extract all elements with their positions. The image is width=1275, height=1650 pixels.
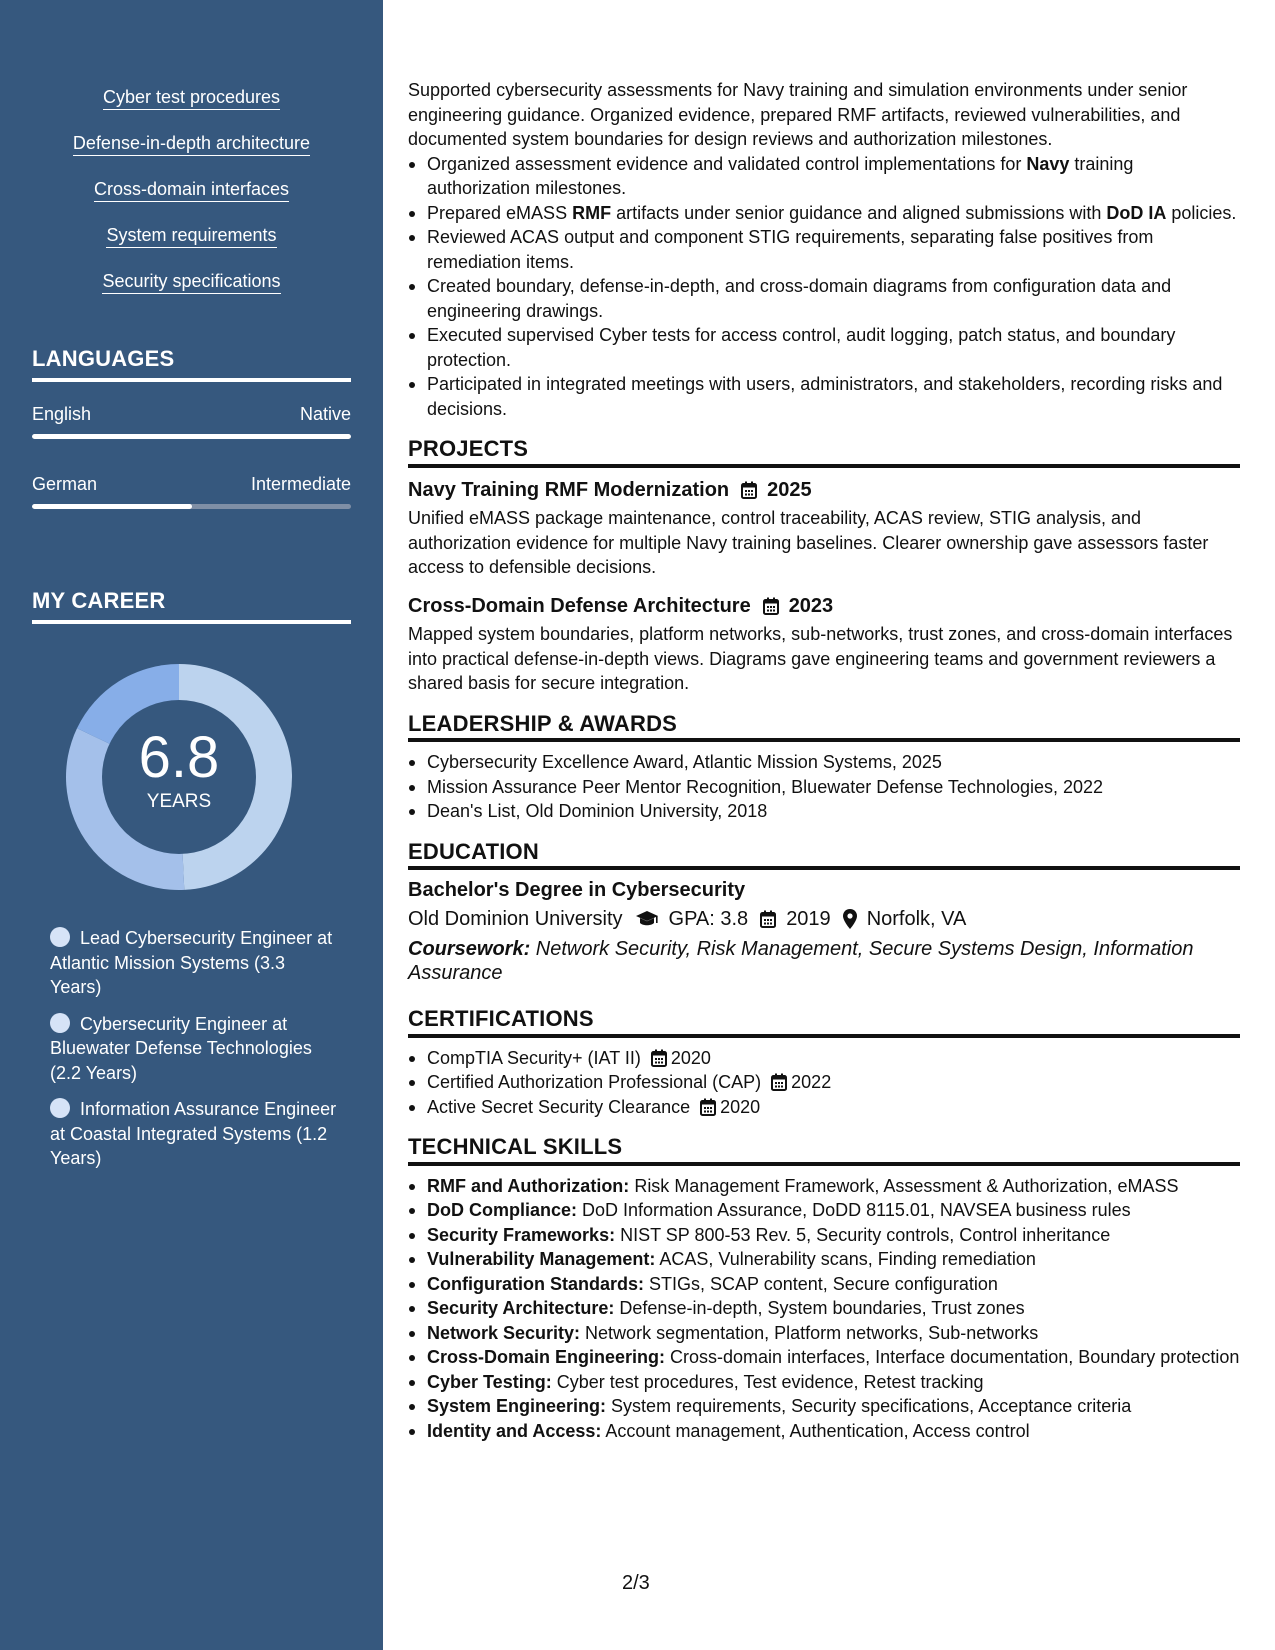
skill-item: System Engineering: System requirements, Security specifications, Acceptance criteria bbox=[408, 1394, 1240, 1419]
calendar-icon bbox=[651, 1049, 667, 1067]
skill-item: Security Architecture: Defense-in-depth, System boundaries, Trust zones bbox=[408, 1296, 1240, 1321]
awards-list bbox=[408, 750, 1240, 824]
skill-item: DoD Compliance: DoD Information Assurance, DoDD 8115.01, NAVSEA business rules bbox=[408, 1198, 1240, 1223]
language-level: Native bbox=[299, 404, 351, 424]
experience-bullet: Reviewed ACAS output and component STIG requirements, separating false positives from remediation items. bbox=[408, 225, 1240, 274]
skill-link[interactable]: Defense-in-depth architecture bbox=[73, 132, 310, 156]
language-level: Intermediate bbox=[250, 474, 351, 494]
award-item: Mission Assurance Peer Mentor Recognition, Bluewater Defense Technologies, 2022 bbox=[408, 775, 1240, 800]
experience-bullet: Participated in integrated meetings with users, administrators, and stakeholders, recording risks and decisions. bbox=[408, 372, 1240, 421]
location-pin-icon bbox=[843, 909, 857, 929]
skill-links bbox=[0, 86, 383, 316]
career-unit: YEARS bbox=[146, 791, 212, 812]
award-item: Cybersecurity Excellence Award, Atlantic Mission Systems, 2025 bbox=[408, 750, 1240, 775]
career-heading: MY CAREER bbox=[32, 588, 351, 624]
education-meta bbox=[408, 907, 1240, 932]
language-proficiency-bar bbox=[32, 504, 351, 509]
award-item: Dean's List, Old Dominion University, 2018 bbox=[408, 799, 1240, 824]
graduation-year: 2019 bbox=[786, 907, 831, 930]
skill-item: Configuration Standards: STIGs, SCAP content, Secure configuration bbox=[408, 1272, 1240, 1297]
calendar-icon bbox=[741, 481, 757, 499]
coursework-label: Coursework: bbox=[408, 938, 531, 960]
career-item-label: Cybersecurity Engineer at Bluewater Defense Technologies (2.2 Years) bbox=[50, 1013, 312, 1083]
skill-item: Network Security: Network segmentation, Platform networks, Sub-networks bbox=[408, 1321, 1240, 1346]
skill-item: Cyber Testing: Cyber test procedures, Test evidence, Retest tracking bbox=[408, 1370, 1240, 1395]
skill-item: RMF and Authorization: Risk Management Framework, Assessment & Authorization, eMASS bbox=[408, 1174, 1240, 1199]
career-donut-chart bbox=[66, 664, 292, 890]
career-item bbox=[50, 1012, 340, 1086]
degree-title: Bachelor's Degree in Cybersecurity bbox=[408, 879, 746, 901]
project-year: 2023 bbox=[788, 594, 834, 617]
skill-link[interactable]: Cross-domain interfaces bbox=[94, 178, 289, 202]
experience-bullet: Created boundary, defense-in-depth, and cross-domain diagrams from configuration data and engineering drawings. bbox=[408, 274, 1240, 323]
languages-heading: LANGUAGES bbox=[32, 346, 351, 382]
school-name: Old Dominion University bbox=[408, 907, 623, 930]
language-proficiency-fill bbox=[32, 434, 351, 439]
career-item-label: Lead Cybersecurity Engineer at Atlantic Mission Systems (3.3 Years) bbox=[50, 928, 333, 997]
project-title: Cross-Domain Defense Architecture bbox=[408, 594, 751, 617]
main-content bbox=[408, 78, 1240, 1443]
language-row-english bbox=[32, 404, 351, 425]
coursework-list: Network Security, Risk Management, Secure Systems Design, Information Assurance bbox=[408, 938, 1194, 984]
graduation-cap-icon bbox=[635, 910, 659, 928]
skills-list bbox=[408, 1174, 1240, 1444]
certification-item: Active Secret Security Clearance 2020 bbox=[408, 1095, 1240, 1120]
awards-heading: LEADERSHIP & AWARDS bbox=[408, 712, 1240, 743]
project-title-row bbox=[408, 478, 1240, 503]
language-proficiency-bar bbox=[32, 434, 351, 439]
project-description: Unified eMASS package maintenance, control traceability, ACAS review, STIG analysis, and authorization evidence for multiple Navy training baselines. Clearer ownership gave assessors faster access to defensible decisions. bbox=[408, 508, 1209, 577]
coursework bbox=[408, 937, 1240, 985]
language-name: English bbox=[32, 404, 92, 424]
skill-item: Vulnerability Management: ACAS, Vulnerability scans, Finding remediation bbox=[408, 1247, 1240, 1272]
language-proficiency-fill bbox=[32, 504, 192, 509]
experience-summary: Supported cybersecurity assessments for Navy training and simulation environments under senior engineering guidance. Organized evidence, prepared RMF artifacts, reviewed vulnerabilities, and documented system boundaries for design reviews and authorization milestones. bbox=[408, 80, 1188, 149]
certification-item: Certified Authorization Professional (CAP) 2022 bbox=[408, 1070, 1240, 1095]
language-name: German bbox=[32, 474, 98, 494]
skills-heading: TECHNICAL SKILLS bbox=[408, 1135, 1240, 1166]
certifications-heading: CERTIFICATIONS bbox=[408, 1007, 1240, 1038]
career-item bbox=[50, 926, 340, 1000]
calendar-icon bbox=[771, 1073, 787, 1091]
experience-bullet: Prepared eMASS RMF artifacts under senior guidance and aligned submissions with DoD IA policies. bbox=[408, 201, 1240, 226]
certification-item: CompTIA Security+ (IAT II) 2020 bbox=[408, 1046, 1240, 1071]
career-bullet-dot bbox=[50, 1013, 70, 1033]
skill-item: Cross-Domain Engineering: Cross-domain interfaces, Interface documentation, Boundary protection bbox=[408, 1345, 1240, 1370]
experience-bullet: Executed supervised Cyber tests for access control, audit logging, patch status, and boundary protection. bbox=[408, 323, 1240, 372]
skill-link[interactable]: System requirements bbox=[106, 224, 276, 248]
experience-bullet: Organized assessment evidence and validated control implementations for Navy training authorization milestones. bbox=[408, 152, 1240, 201]
calendar-icon bbox=[760, 910, 776, 928]
career-item-label: Information Assurance Engineer at Coastal Integrated Systems (1.2 Years) bbox=[50, 1099, 337, 1168]
skill-item: Identity and Access: Account management, Authentication, Access control bbox=[408, 1419, 1240, 1444]
project-title-row bbox=[408, 594, 1240, 619]
school-location: Norfolk, VA bbox=[866, 907, 967, 930]
experience-bullets bbox=[408, 152, 1240, 422]
career-bullet-dot bbox=[50, 927, 70, 947]
calendar-icon bbox=[700, 1098, 716, 1116]
project-year: 2025 bbox=[767, 478, 812, 501]
page-number: 2/3 bbox=[622, 1572, 650, 1594]
career-bullet-dot bbox=[50, 1098, 70, 1118]
career-list bbox=[50, 926, 340, 1183]
gpa: GPA: 3.8 bbox=[668, 907, 749, 930]
skill-link[interactable]: Cyber test procedures bbox=[103, 86, 280, 110]
calendar-icon bbox=[763, 597, 779, 615]
project-title: Navy Training RMF Modernization bbox=[408, 478, 730, 501]
career-total: 6.8 bbox=[138, 725, 220, 790]
education-heading: EDUCATION bbox=[408, 840, 1240, 871]
language-row-german bbox=[32, 474, 351, 495]
sidebar bbox=[0, 0, 383, 1650]
career-item bbox=[50, 1097, 340, 1171]
skill-item: Security Frameworks: NIST SP 800-53 Rev. 5, Security controls, Control inheritance bbox=[408, 1223, 1240, 1248]
certifications-list bbox=[408, 1046, 1240, 1120]
project-description: Mapped system boundaries, platform networks, sub-networks, trust zones, and cross-domain interfaces into practical defense-in-depth views. Diagrams gave engineering teams and government reviewers a shared basis for secure integration. bbox=[408, 624, 1233, 693]
projects-heading: PROJECTS bbox=[408, 437, 1240, 468]
skill-link[interactable]: Security specifications bbox=[102, 270, 280, 294]
